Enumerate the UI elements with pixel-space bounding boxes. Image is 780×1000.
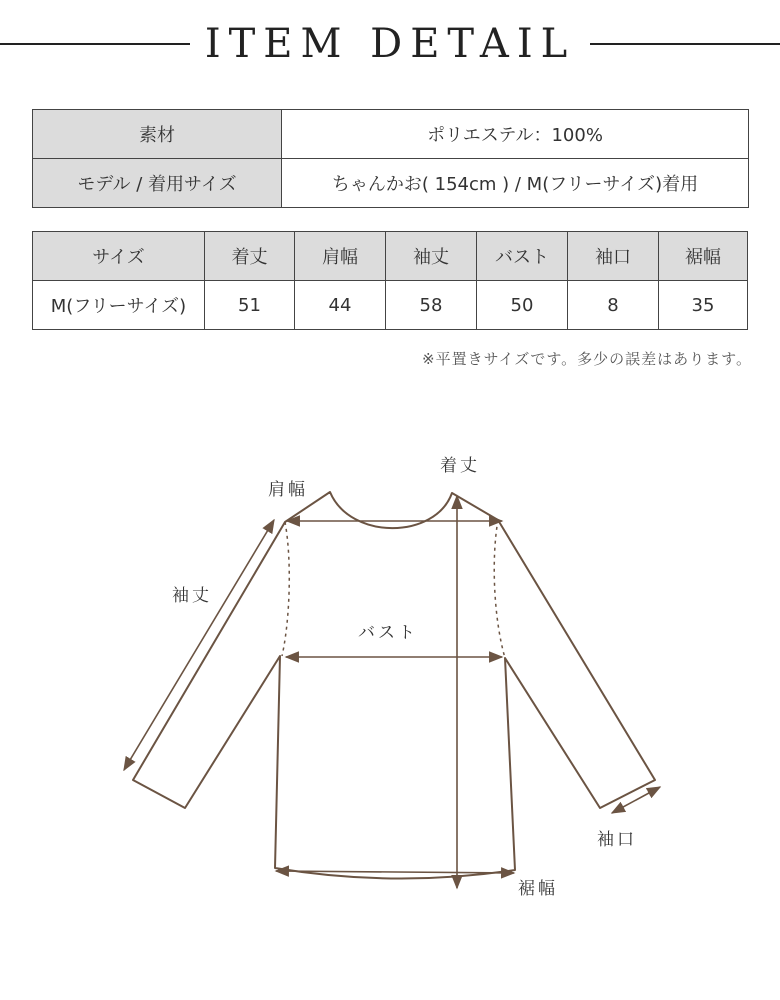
material-value: ポリエステル：100% xyxy=(282,110,749,159)
size-note: ※平置きサイズです。多少の誤差はあります。 xyxy=(422,350,752,368)
shoulder-header-cell: 肩幅 xyxy=(295,232,386,281)
cuff-arrow xyxy=(612,787,660,813)
hem-cell: 35 xyxy=(659,281,748,330)
sleeve-cell: 58 xyxy=(386,281,477,330)
sleeve-header-cell: 袖丈 xyxy=(386,232,477,281)
size-table xyxy=(32,231,748,330)
cuff-label: 袖口 xyxy=(597,830,637,850)
size-header-cell: サイズ xyxy=(33,232,205,281)
bust-label: バスト xyxy=(358,623,418,643)
table-row xyxy=(33,159,749,208)
size-cell: M(フリーサイズ) xyxy=(33,281,205,330)
table-row xyxy=(33,110,749,159)
header-rule-right xyxy=(590,43,780,45)
cuff-header-cell: 袖口 xyxy=(568,232,659,281)
size-header-row xyxy=(33,232,748,281)
garment-diagram xyxy=(0,440,780,920)
material-table xyxy=(32,109,749,208)
hem-header-cell: 裾幅 xyxy=(659,232,748,281)
hem-label: 裾幅 xyxy=(518,879,558,899)
sleeve-arrow xyxy=(124,520,274,770)
model-size-label: モデル / 着用サイズ xyxy=(33,159,282,208)
header-rule-left xyxy=(0,43,190,45)
table-row xyxy=(33,281,748,330)
length-label: 着丈 xyxy=(440,456,480,476)
length-header-cell: 着丈 xyxy=(205,232,295,281)
length-cell: 51 xyxy=(205,281,295,330)
measure-lines xyxy=(124,496,660,888)
shoulder-label: 肩幅 xyxy=(268,480,308,500)
cuff-cell: 8 xyxy=(568,281,659,330)
page-title: ITEM DETAIL xyxy=(204,21,576,67)
bust-cell: 50 xyxy=(477,281,568,330)
garment-outline xyxy=(133,492,655,879)
shoulder-cell: 44 xyxy=(295,281,386,330)
section-header xyxy=(0,18,780,70)
material-label: 素材 xyxy=(33,110,282,159)
bust-header-cell: バスト xyxy=(477,232,568,281)
model-size-value: ちゃんかお( 154cm ) / M(フリーサイズ)着用 xyxy=(282,159,749,208)
sleeve-length-label: 袖丈 xyxy=(172,586,212,606)
